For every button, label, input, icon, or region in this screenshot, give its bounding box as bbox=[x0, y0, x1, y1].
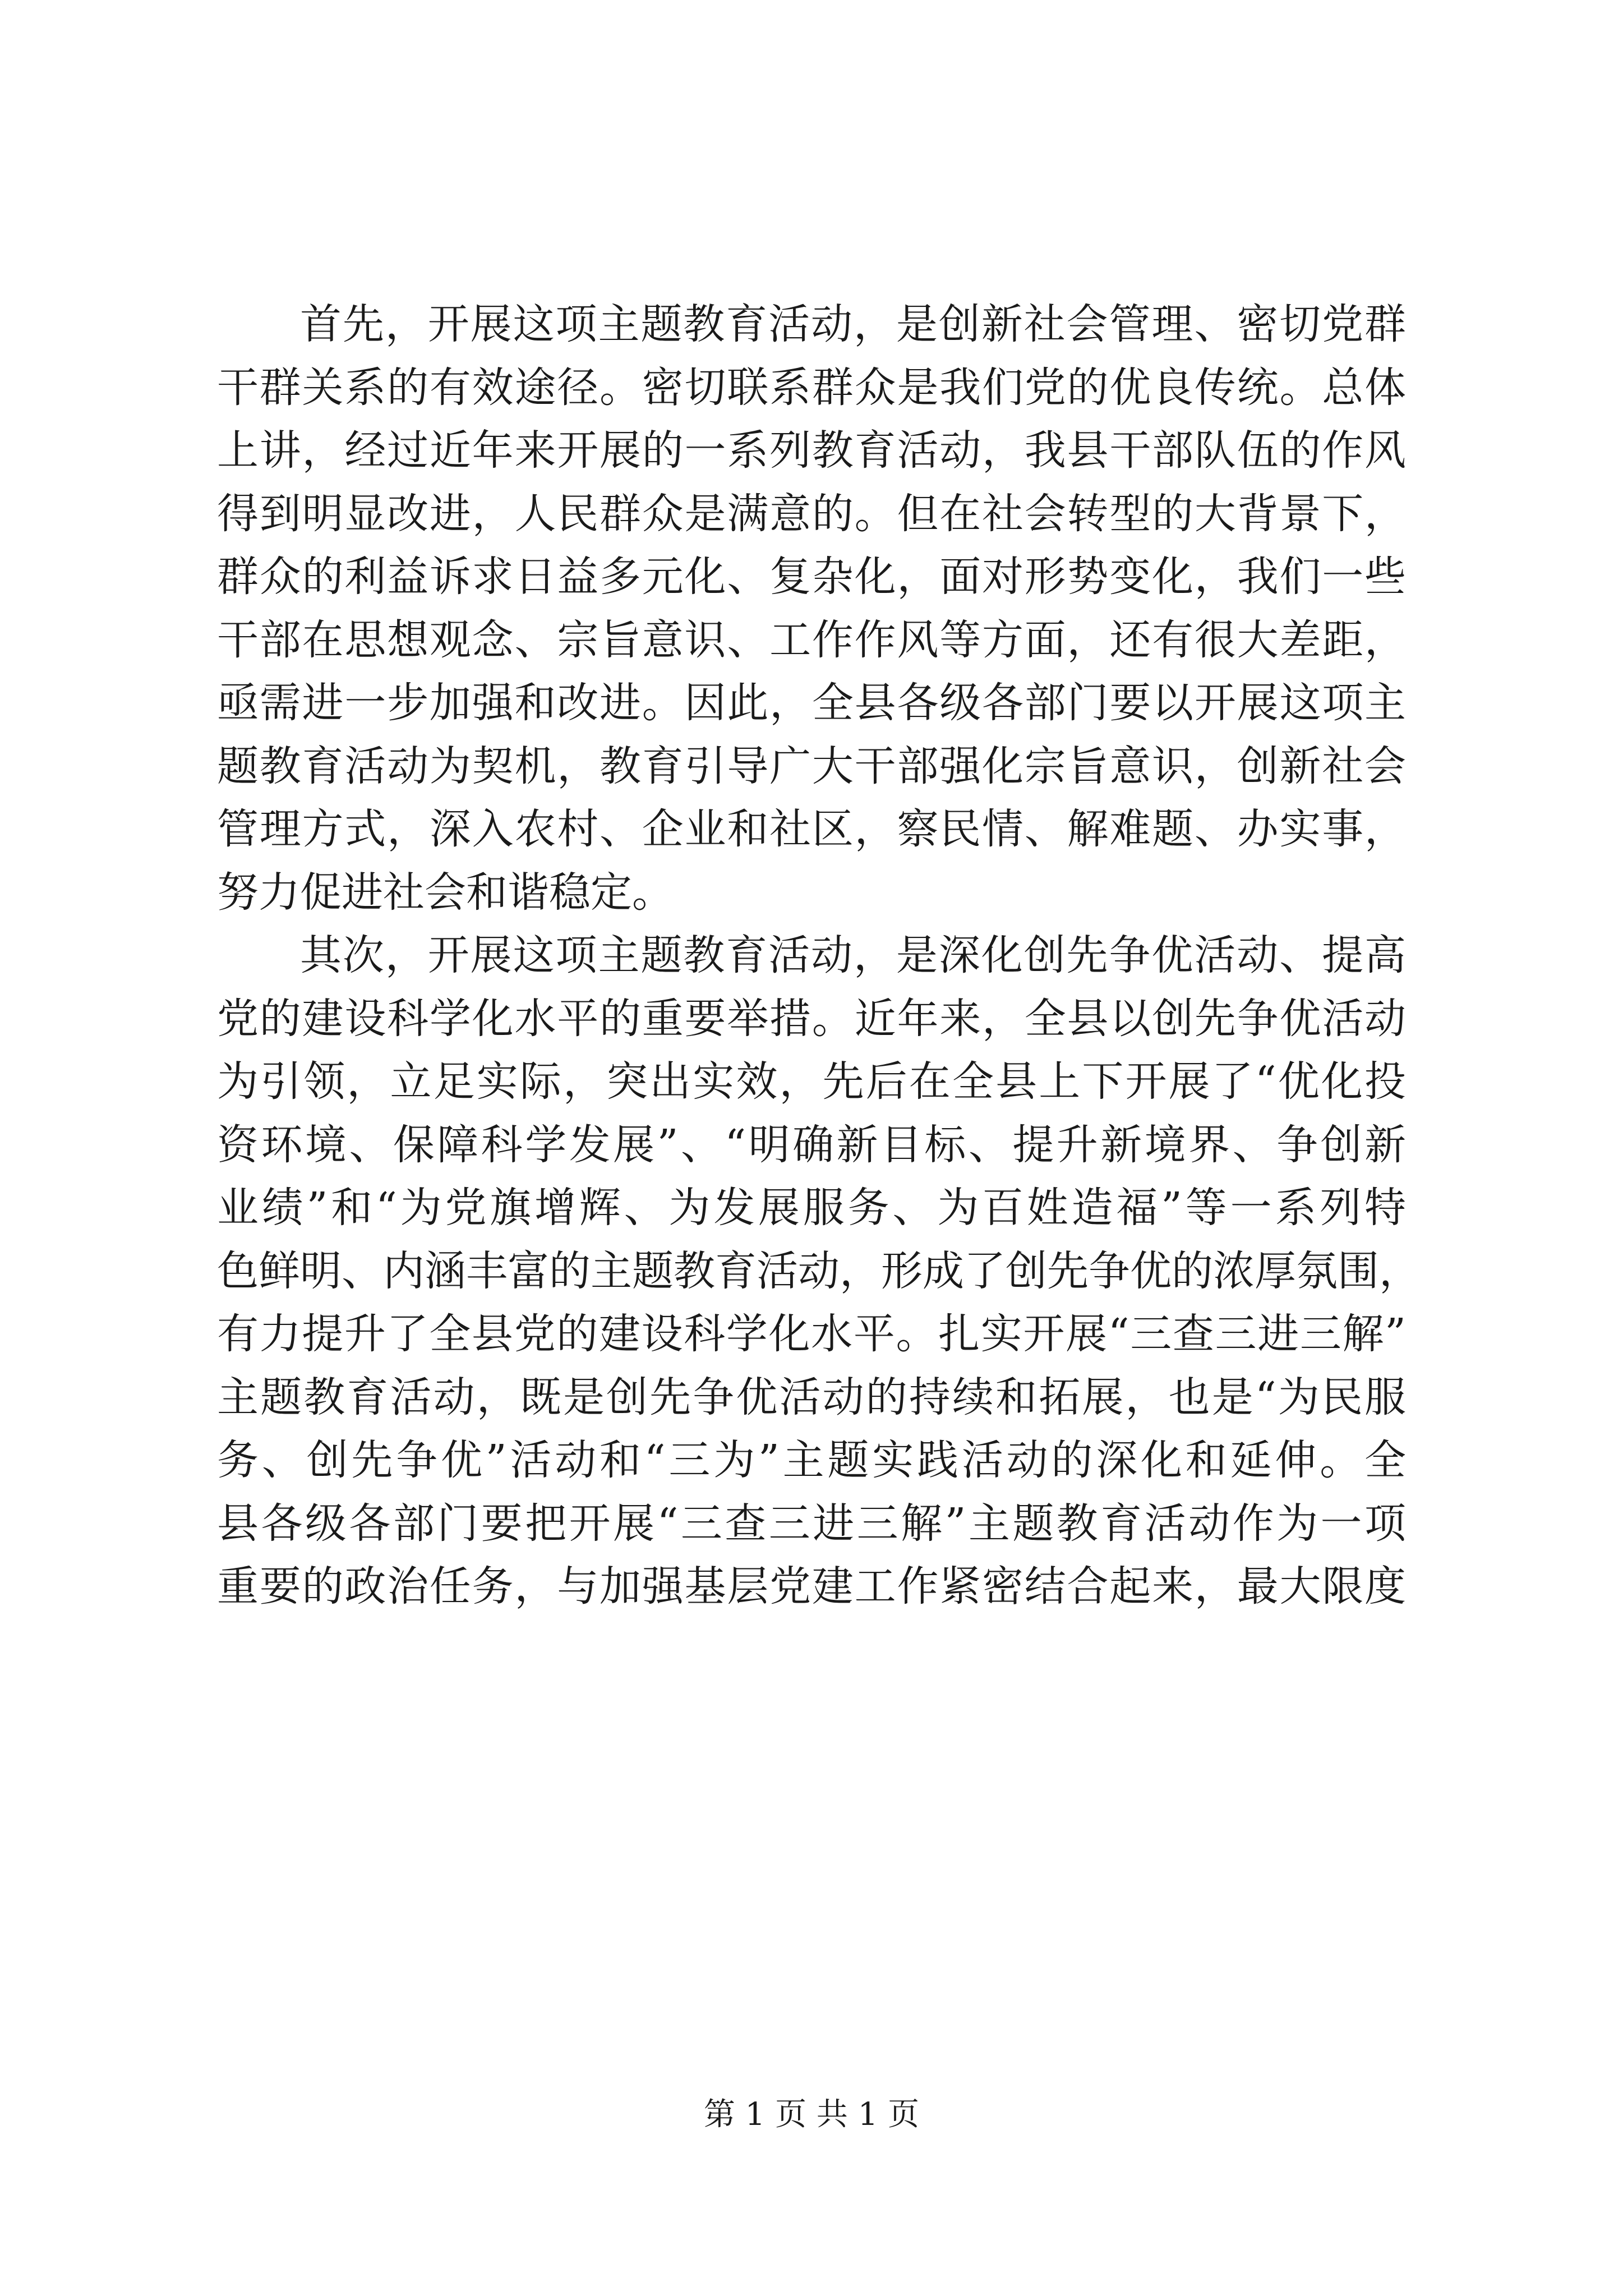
paragraph-2-line-9: 务、创先争优”活动和“三为”主题实践活动的深化和延伸。全 bbox=[217, 1436, 1406, 1484]
paragraph-1-line-2: 干群关系的有效途径。密切联系群众是我们党的优良传统。总体 bbox=[217, 363, 1406, 412]
paragraph-1-line-4: 得到明显改进，人民群众是满意的。但在社会转型的大背景下， bbox=[217, 489, 1406, 538]
paragraph-1-line-10: 努力促进社会和谐稳定。 bbox=[217, 868, 674, 917]
paragraph-2-line-3: 为引领，立足实际，突出实效，先后在全县上下开展了“优化投 bbox=[217, 1057, 1406, 1106]
paragraph-2-line-5: 业绩”和“为党旗增辉、为发展服务、为百姓造福”等一系列特 bbox=[217, 1184, 1406, 1232]
paragraph-1-line-3: 上讲，经过近年来开展的一系列教育活动，我县干部队伍的作风 bbox=[217, 426, 1406, 475]
paragraph-2-line-6: 色鲜明、内涵丰富的主题教育活动，形成了创先争优的浓厚氛围， bbox=[217, 1246, 1421, 1295]
paragraph-2-line-10: 县各级各部门要把开展“三查三进三解”主题教育活动作为一项 bbox=[217, 1499, 1406, 1548]
paragraph-1-line-7: 亟需进一步加强和改进。因此，全县各级各部门要以开展这项主 bbox=[217, 679, 1406, 727]
paragraph-2-line-4: 资环境、保障科学发展”、“明确新目标、提升新境界、争创新 bbox=[217, 1120, 1406, 1169]
paragraph-2-line-8: 主题教育活动，既是创先争优活动的持续和拓展，也是“为民服 bbox=[217, 1373, 1406, 1421]
paragraph-1-line-6: 干部在思想观念、宗旨意识、工作作风等方面，还有很大差距， bbox=[217, 615, 1406, 664]
document-body bbox=[217, 293, 1421, 1618]
paragraph-2-line-2: 党的建设科学化水平的重要举措。近年来，全县以创先争优活动 bbox=[217, 994, 1406, 1043]
paragraph-2-line-7: 有力提升了全县党的建设科学化水平。扎实开展“三查三进三解” bbox=[217, 1310, 1406, 1358]
page-number-footer: 第 1 页 共 1 页 bbox=[703, 2096, 920, 2133]
paragraph-1-line-5: 群众的利益诉求日益多元化、复杂化，面对形势变化，我们一些 bbox=[217, 553, 1406, 601]
paragraph-1-line-1: 首先，开展这项主题教育活动，是创新社会管理、密切党群 bbox=[300, 300, 1406, 348]
paragraph-2-line-1: 其次，开展这项主题教育活动，是深化创先争优活动、提高 bbox=[300, 931, 1406, 979]
paragraph-1-line-9: 管理方式，深入农村、企业和社区，察民情、解难题、办实事， bbox=[217, 805, 1406, 853]
paragraph-2-line-11: 重要的政治任务，与加强基层党建工作紧密结合起来，最大限度 bbox=[217, 1562, 1406, 1611]
paragraph-1-line-8: 题教育活动为契机，教育引导广大干部强化宗旨意识，创新社会 bbox=[217, 742, 1406, 790]
